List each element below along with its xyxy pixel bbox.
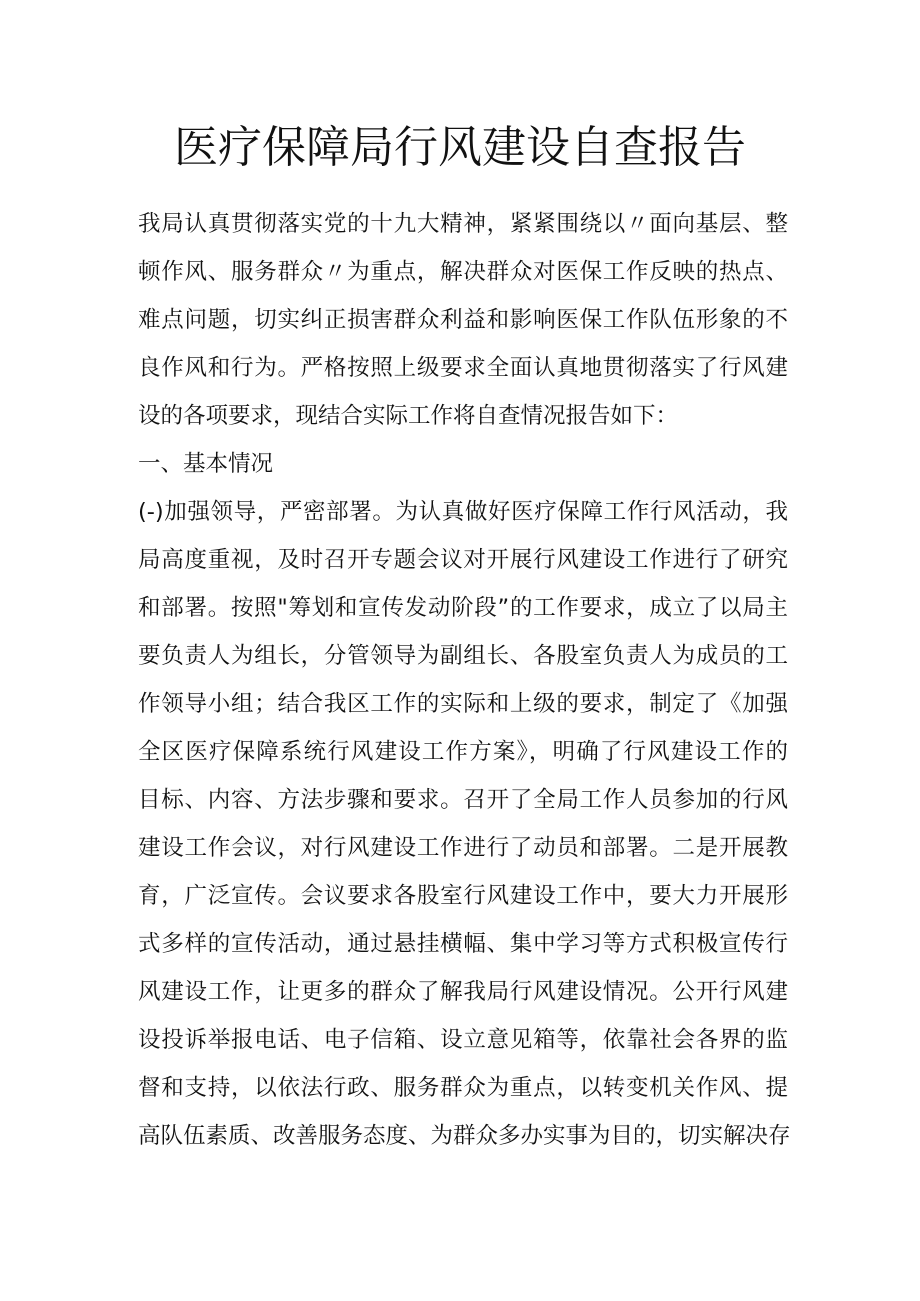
paragraph-line: 育，广泛宣传。会议要求各股室行风建设工作中，要大力开展形 xyxy=(138,883,788,909)
paragraph-line: 设投诉举报电话、电子信箱、设立意见箱等，依靠社会各界的监 xyxy=(138,1027,788,1053)
paragraph-line: 全区医疗保障系统行风建设工作方案》，明确了行风建设工作的 xyxy=(138,739,788,765)
paragraph-line: 风建设工作，让更多的群众了解我局行风建设情况。公开行风建 xyxy=(138,979,788,1005)
paragraph-line: 良作风和行为。严格按照上级要求全面认真地贯彻落实了行风建 xyxy=(138,355,788,381)
document-body xyxy=(138,200,791,1160)
section-heading: 一、基本情况 xyxy=(138,451,274,477)
paragraph-line: 顿作风、服务群众〃为重点，解决群众对医保工作反映的热点、 xyxy=(138,259,788,285)
paragraph-line: 难点问题，切实纠正损害群众利益和影响医保工作队伍形象的不 xyxy=(138,307,788,333)
paragraph-line: 设的各项要求，现结合实际工作将自查情况报告如下： xyxy=(138,403,679,429)
paragraph-line: 式多样的宣传活动，通过悬挂横幅、集中学习等方式积极宣传行 xyxy=(138,931,788,957)
paragraph-line: 我局认真贯彻落实党的十九大精神，紧紧围绕以〃面向基层、整 xyxy=(138,211,788,237)
paragraph-line: 局高度重视，及时召开专题会议对开展行风建设工作进行了研究 xyxy=(138,547,788,573)
paragraph-line: 和部署。按照"筹划和宣传发动阶段”的工作要求，成立了以局主 xyxy=(138,595,788,621)
paragraph-line: 督和支持，以依法行政、服务群众为重点，以转变机关作风、提 xyxy=(138,1075,788,1101)
paragraph-line: 建设工作会议，对行风建设工作进行了动员和部署。二是开展教 xyxy=(138,835,788,861)
paragraph-line: 目标、内容、方法步骤和要求。召开了全局工作人员参加的行风 xyxy=(138,787,788,813)
paragraph-line: 高队伍素质、改善服务态度、为群众多办实事为目的，切实解决存 xyxy=(138,1123,791,1149)
paragraph-line: 要负责人为组长，分管领导为副组长、各股室负责人为成员的工 xyxy=(138,643,788,669)
document-title: 医疗保障局行风建设自查报告 xyxy=(174,122,746,173)
paragraph-line: (-)加强领导，严密部署。为认真做好医疗保障工作行风活动，我 xyxy=(138,499,788,525)
paragraph-line: 作领导小组；结合我区工作的实际和上级的要求，制定了《加强 xyxy=(138,691,788,717)
